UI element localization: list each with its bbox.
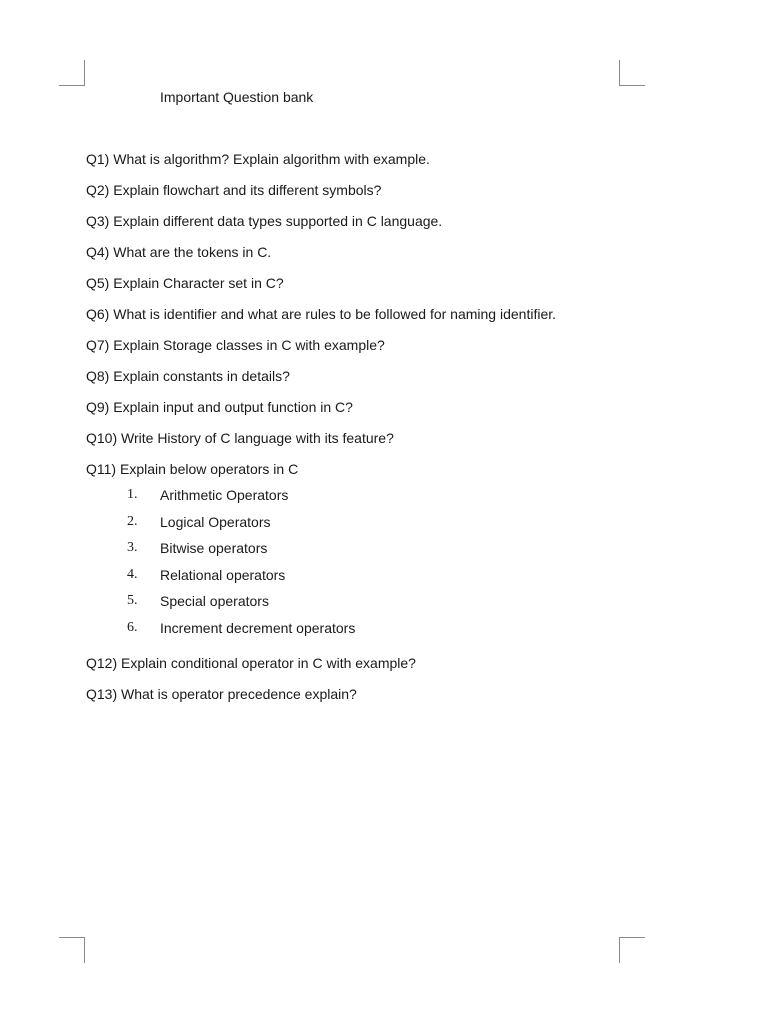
question-q11: Q11) Explain below operators in C <box>86 461 299 477</box>
list-item-text: Bitwise operators <box>160 540 268 556</box>
question-q10: Q10) Write History of C language with its feature? <box>86 430 394 446</box>
list-item-number: 4. <box>127 566 138 582</box>
question-q9: Q9) Explain input and output function in C? <box>86 399 353 415</box>
list-item-text: Logical Operators <box>160 513 271 530</box>
list-item-text: Increment decrement operators <box>160 619 356 636</box>
question-q7: Q7) Explain Storage classes in C with example? <box>86 337 385 353</box>
list-item <box>86 539 646 566</box>
question-q5: Q5) Explain Character set in C? <box>86 275 284 291</box>
crop-mark-bottom-left <box>59 937 85 963</box>
crop-mark-bottom-right <box>619 937 645 963</box>
question-q13: Q13) What is operator precedence explain? <box>86 686 357 702</box>
list-item-number: 5. <box>127 593 138 608</box>
list-item-text: Arithmetic Operators <box>160 487 289 503</box>
list-item <box>86 513 646 540</box>
question-q3: Q3) Explain different data types supported in C language. <box>86 213 443 229</box>
operator-list <box>86 486 646 645</box>
list-item-text: Special operators <box>160 593 269 609</box>
list-item <box>86 619 646 646</box>
crop-mark-top-right <box>619 60 645 86</box>
document-title: Important Question bank <box>160 89 314 105</box>
list-item-number: 1. <box>127 487 138 502</box>
crop-mark-top-left <box>59 60 85 86</box>
question-q6: Q6) What is identifier and what are rules to be followed for naming identifier. <box>86 306 557 322</box>
list-item-text: Relational operators <box>160 566 286 583</box>
question-q1: Q1) What is algorithm? Explain algorithm with example. <box>86 151 430 167</box>
list-item <box>86 592 646 619</box>
question-q8: Q8) Explain constants in details? <box>86 368 290 384</box>
list-item <box>86 486 646 513</box>
question-list <box>86 150 646 716</box>
list-item <box>86 566 646 593</box>
list-item-number: 2. <box>127 513 138 529</box>
question-q4: Q4) What are the tokens in C. <box>86 244 272 260</box>
list-item-number: 6. <box>127 619 138 635</box>
list-item-number: 3. <box>127 540 138 555</box>
question-q12: Q12) Explain conditional operator in C with example? <box>86 655 416 671</box>
question-q2: Q2) Explain flowchart and its different symbols? <box>86 182 382 198</box>
